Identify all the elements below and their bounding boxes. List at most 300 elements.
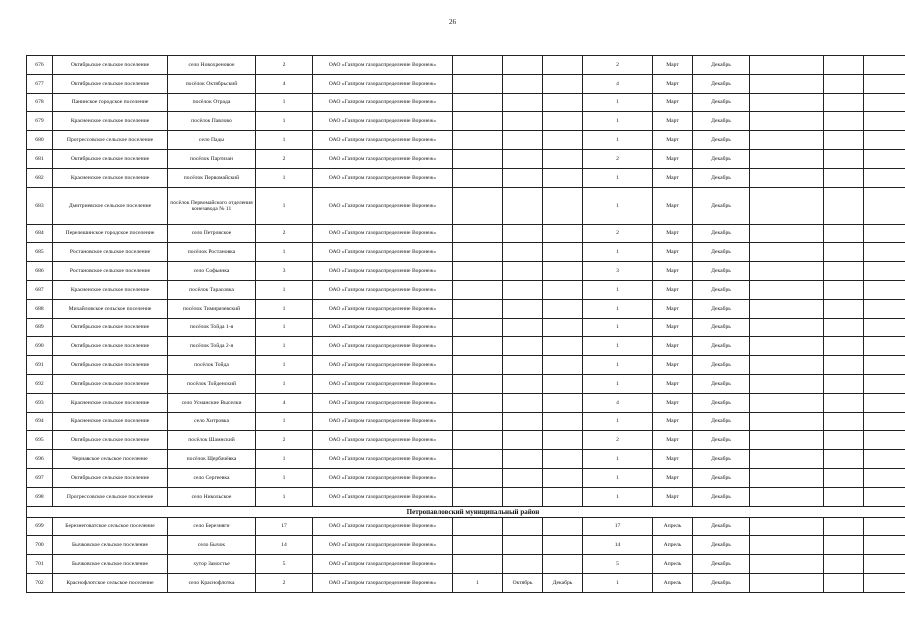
locality-cell: посёлок Ростановка [168, 243, 256, 262]
row-number: 678 [27, 93, 53, 112]
empty-cell [750, 450, 824, 469]
row-number: 684 [27, 224, 53, 243]
count-cell: 5 [583, 555, 653, 574]
locality-cell: село Усманские Выселки [168, 393, 256, 412]
organization-cell: ОАО «Газпром газораспределение Воронеж» [313, 318, 453, 337]
empty-cell [750, 299, 824, 318]
empty-cell [824, 112, 864, 131]
settlement-cell: Октябрьское сельское поселение [53, 74, 168, 93]
extra-start-cell [503, 393, 543, 412]
extra-quantity-cell: 1 [453, 573, 503, 592]
row-number: 681 [27, 149, 53, 168]
extra-start-cell [503, 487, 543, 506]
end-month-cell: Декабрь [693, 487, 750, 506]
row-number: 676 [27, 56, 53, 75]
organization-cell: ОАО «Газпром газораспределение Воронеж» [313, 280, 453, 299]
empty-cell [864, 56, 905, 75]
organization-cell: ОАО «Газпром газораспределение Воронеж» [313, 149, 453, 168]
empty-cell [864, 555, 905, 574]
empty-cell [864, 74, 905, 93]
locality-cell: посёлок Отрада [168, 93, 256, 112]
organization-cell: ОАО «Газпром газораспределение Воронеж» [313, 573, 453, 592]
start-month-cell: Март [653, 187, 693, 224]
row-number: 690 [27, 337, 53, 356]
locality-cell: хутор Замостье [168, 555, 256, 574]
extra-end-cell [543, 93, 583, 112]
settlement-cell: Красненское сельское поселение [53, 393, 168, 412]
quantity-cell: 14 [256, 536, 313, 555]
empty-cell [750, 74, 824, 93]
organization-cell: ОАО «Газпром газораспределение Воронеж» [313, 262, 453, 281]
table-row [27, 536, 905, 555]
empty-cell [864, 468, 905, 487]
empty-cell [864, 318, 905, 337]
end-month-cell: Декабрь [693, 393, 750, 412]
row-number: 701 [27, 555, 53, 574]
extra-quantity-cell [453, 74, 503, 93]
extra-quantity-cell [453, 149, 503, 168]
organization-cell: ОАО «Газпром газораспределение Воронеж» [313, 168, 453, 187]
settlement-cell: Октябрьское сельское поселение [53, 318, 168, 337]
table-row [27, 187, 905, 224]
start-month-cell: Апрель [653, 555, 693, 574]
organization-cell: ОАО «Газпром газораспределение Воронеж» [313, 112, 453, 131]
end-month-cell: Декабрь [693, 93, 750, 112]
extra-quantity-cell [453, 187, 503, 224]
empty-cell [750, 468, 824, 487]
empty-cell [864, 262, 905, 281]
extra-end-cell [543, 187, 583, 224]
extra-start-cell [503, 450, 543, 469]
count-cell: 1 [583, 187, 653, 224]
table-row [27, 299, 905, 318]
quantity-cell: 2 [256, 431, 313, 450]
count-cell: 1 [583, 468, 653, 487]
end-month-cell: Декабрь [693, 431, 750, 450]
extra-end-cell [543, 412, 583, 431]
extra-start-cell [503, 56, 543, 75]
quantity-cell: 3 [256, 262, 313, 281]
table-row [27, 517, 905, 536]
extra-quantity-cell [453, 56, 503, 75]
organization-cell: ОАО «Газпром газораспределение Воронеж» [313, 450, 453, 469]
extra-quantity-cell [453, 224, 503, 243]
empty-cell [824, 74, 864, 93]
empty-cell [750, 412, 824, 431]
end-month-cell: Декабрь [693, 187, 750, 224]
row-number: 693 [27, 393, 53, 412]
locality-cell: посёлок Тойденский [168, 374, 256, 393]
extra-end-cell [543, 112, 583, 131]
gasification-table [26, 55, 905, 593]
start-month-cell: Март [653, 280, 693, 299]
locality-cell: посёлок Тойда [168, 356, 256, 375]
locality-cell: село Березняги [168, 517, 256, 536]
settlement-cell: Красненское сельское поселение [53, 112, 168, 131]
extra-end-cell [543, 393, 583, 412]
quantity-cell: 1 [256, 243, 313, 262]
locality-cell: посёлок Шамнский [168, 431, 256, 450]
start-month-cell: Март [653, 374, 693, 393]
organization-cell: ОАО «Газпром газораспределение Воронеж» [313, 487, 453, 506]
extra-quantity-cell [453, 374, 503, 393]
extra-start-cell [503, 131, 543, 150]
organization-cell: ОАО «Газпром газораспределение Воронеж» [313, 224, 453, 243]
empty-cell [824, 280, 864, 299]
quantity-cell: 4 [256, 74, 313, 93]
extra-end-cell [543, 517, 583, 536]
empty-cell [824, 393, 864, 412]
quantity-cell: 1 [256, 374, 313, 393]
locality-cell: посёлок Тимирязевский [168, 299, 256, 318]
organization-cell: ОАО «Газпром газораспределение Воронеж» [313, 74, 453, 93]
end-month-cell: Декабрь [693, 468, 750, 487]
empty-cell [750, 187, 824, 224]
settlement-cell: Бычковское сельское поселение [53, 536, 168, 555]
locality-cell: село Бычок [168, 536, 256, 555]
empty-cell [824, 262, 864, 281]
table-row [27, 573, 905, 592]
empty-cell [824, 93, 864, 112]
empty-cell [824, 468, 864, 487]
extra-quantity-cell [453, 131, 503, 150]
extra-end-cell [543, 243, 583, 262]
quantity-cell: 1 [256, 468, 313, 487]
extra-start-cell [503, 468, 543, 487]
extra-quantity-cell [453, 487, 503, 506]
end-month-cell: Декабрь [693, 168, 750, 187]
row-number: 698 [27, 487, 53, 506]
start-month-cell: Март [653, 149, 693, 168]
extra-start-cell [503, 224, 543, 243]
settlement-cell: Перелешинское городское поселение [53, 224, 168, 243]
quantity-cell: 1 [256, 187, 313, 224]
extra-quantity-cell [453, 280, 503, 299]
quantity-cell: 1 [256, 356, 313, 375]
settlement-cell: Октябрьское сельское поселение [53, 468, 168, 487]
end-month-cell: Декабрь [693, 555, 750, 574]
quantity-cell: 2 [256, 56, 313, 75]
empty-cell [824, 224, 864, 243]
empty-cell [824, 318, 864, 337]
row-number: 685 [27, 243, 53, 262]
extra-start-cell [503, 74, 543, 93]
extra-end-cell [543, 224, 583, 243]
empty-cell [864, 299, 905, 318]
empty-cell [750, 374, 824, 393]
start-month-cell: Март [653, 468, 693, 487]
empty-cell [864, 573, 905, 592]
locality-cell: посёлок Щербачёвка [168, 450, 256, 469]
extra-quantity-cell [453, 243, 503, 262]
settlement-cell: Красненское сельское поселение [53, 168, 168, 187]
locality-cell: село Пады [168, 131, 256, 150]
page-number: 26 [449, 18, 456, 26]
start-month-cell: Март [653, 262, 693, 281]
table-row [27, 356, 905, 375]
quantity-cell: 1 [256, 487, 313, 506]
extra-end-cell [543, 299, 583, 318]
organization-cell: ОАО «Газпром газораспределение Воронеж» [313, 337, 453, 356]
table-row [27, 224, 905, 243]
table-row [27, 243, 905, 262]
empty-cell [864, 243, 905, 262]
count-cell: 1 [583, 573, 653, 592]
locality-cell: посёлок Октябрьский [168, 74, 256, 93]
empty-cell [750, 393, 824, 412]
table-row [27, 468, 905, 487]
extra-end-cell [543, 374, 583, 393]
table-row [27, 431, 905, 450]
end-month-cell: Декабрь [693, 318, 750, 337]
end-month-cell: Декабрь [693, 337, 750, 356]
start-month-cell: Март [653, 168, 693, 187]
table-row [27, 450, 905, 469]
organization-cell: ОАО «Газпром газораспределение Воронеж» [313, 243, 453, 262]
empty-cell [864, 168, 905, 187]
extra-end-cell [543, 131, 583, 150]
quantity-cell: 1 [256, 112, 313, 131]
table-row [27, 93, 905, 112]
row-number: 683 [27, 187, 53, 224]
extra-quantity-cell [453, 468, 503, 487]
empty-cell [824, 337, 864, 356]
extra-end-cell [543, 468, 583, 487]
empty-cell [864, 93, 905, 112]
empty-cell [824, 536, 864, 555]
extra-end-cell [543, 74, 583, 93]
extra-start-cell [503, 112, 543, 131]
organization-cell: ОАО «Газпром газораспределение Воронеж» [313, 393, 453, 412]
table-row [27, 412, 905, 431]
count-cell: 2 [583, 431, 653, 450]
settlement-cell: Октябрьское сельское поселение [53, 337, 168, 356]
empty-cell [750, 224, 824, 243]
end-month-cell: Декабрь [693, 517, 750, 536]
settlement-cell: Красненское сельское поселение [53, 412, 168, 431]
settlement-cell: Прогрессовское сельское поселение [53, 131, 168, 150]
empty-cell [864, 487, 905, 506]
end-month-cell: Декабрь [693, 299, 750, 318]
extra-quantity-cell [453, 337, 503, 356]
extra-start-cell [503, 374, 543, 393]
empty-cell [864, 337, 905, 356]
organization-cell: ОАО «Газпром газораспределение Воронеж» [313, 93, 453, 112]
count-cell: 1 [583, 131, 653, 150]
count-cell: 1 [583, 299, 653, 318]
organization-cell: ОАО «Газпром газораспределение Воронеж» [313, 412, 453, 431]
end-month-cell: Декабрь [693, 450, 750, 469]
quantity-cell: 17 [256, 517, 313, 536]
organization-cell: ОАО «Газпром газораспределение Воронеж» [313, 356, 453, 375]
quantity-cell: 1 [256, 131, 313, 150]
organization-cell: ОАО «Газпром газораспределение Воронеж» [313, 131, 453, 150]
quantity-cell: 1 [256, 318, 313, 337]
section-title: Петропавловский муниципальный район [27, 506, 905, 517]
start-month-cell: Март [653, 487, 693, 506]
settlement-cell: Октябрьское сельское поселение [53, 149, 168, 168]
extra-end-cell [543, 149, 583, 168]
locality-cell: село Петровское [168, 224, 256, 243]
table-row [27, 149, 905, 168]
empty-cell [824, 187, 864, 224]
extra-start-cell [503, 149, 543, 168]
start-month-cell: Март [653, 112, 693, 131]
empty-cell [864, 450, 905, 469]
extra-start-cell [503, 517, 543, 536]
extra-start-cell [503, 555, 543, 574]
row-number: 695 [27, 431, 53, 450]
row-number: 687 [27, 280, 53, 299]
count-cell: 1 [583, 280, 653, 299]
quantity-cell: 2 [256, 149, 313, 168]
empty-cell [750, 431, 824, 450]
settlement-cell: Октябрьское сельское поселение [53, 374, 168, 393]
extra-quantity-cell [453, 112, 503, 131]
start-month-cell: Март [653, 131, 693, 150]
extra-end-cell [543, 356, 583, 375]
row-number: 700 [27, 536, 53, 555]
empty-cell [864, 517, 905, 536]
count-cell: 1 [583, 168, 653, 187]
count-cell: 1 [583, 318, 653, 337]
table-row [27, 487, 905, 506]
empty-cell [824, 131, 864, 150]
empty-cell [824, 517, 864, 536]
start-month-cell: Март [653, 243, 693, 262]
organization-cell: ОАО «Газпром газораспределение Воронеж» [313, 555, 453, 574]
settlement-cell: Прогрессовское сельское поселение [53, 487, 168, 506]
count-cell: 2 [583, 149, 653, 168]
extra-end-cell [543, 450, 583, 469]
extra-end-cell [543, 168, 583, 187]
row-number: 694 [27, 412, 53, 431]
quantity-cell: 1 [256, 280, 313, 299]
extra-end-cell [543, 318, 583, 337]
count-cell: 1 [583, 356, 653, 375]
extra-quantity-cell [453, 93, 503, 112]
quantity-cell: 1 [256, 299, 313, 318]
row-number: 686 [27, 262, 53, 281]
empty-cell [750, 262, 824, 281]
extra-quantity-cell [453, 536, 503, 555]
count-cell: 17 [583, 517, 653, 536]
extra-start-cell [503, 431, 543, 450]
locality-cell: посёлок Первомайский [168, 168, 256, 187]
empty-cell [864, 187, 905, 224]
empty-cell [750, 168, 824, 187]
table-row [27, 131, 905, 150]
count-cell: 3 [583, 262, 653, 281]
count-cell: 2 [583, 224, 653, 243]
count-cell: 1 [583, 374, 653, 393]
locality-cell: посёлок Тойда 2-я [168, 337, 256, 356]
organization-cell: ОАО «Газпром газораспределение Воронеж» [313, 536, 453, 555]
settlement-cell: Ростановское сельское поселение [53, 243, 168, 262]
extra-end-cell [543, 555, 583, 574]
table-row [27, 112, 905, 131]
organization-cell: ОАО «Газпром газораспределение Воронеж» [313, 517, 453, 536]
extra-start-cell: Октябрь [503, 573, 543, 592]
empty-cell [824, 450, 864, 469]
extra-start-cell [503, 356, 543, 375]
settlement-cell: Панинское городское поселение [53, 93, 168, 112]
extra-end-cell [543, 536, 583, 555]
end-month-cell: Декабрь [693, 112, 750, 131]
table-row [27, 74, 905, 93]
end-month-cell: Декабрь [693, 224, 750, 243]
extra-quantity-cell [453, 356, 503, 375]
table-row [27, 168, 905, 187]
table-row [27, 337, 905, 356]
locality-cell: посёлок Партизан [168, 149, 256, 168]
empty-cell [750, 536, 824, 555]
empty-cell [824, 431, 864, 450]
start-month-cell: Март [653, 318, 693, 337]
settlement-cell: Ростановское сельское поселение [53, 262, 168, 281]
settlement-cell: Красненское сельское поселение [53, 280, 168, 299]
start-month-cell: Апрель [653, 536, 693, 555]
end-month-cell: Декабрь [693, 412, 750, 431]
locality-cell: село Краснофлотка [168, 573, 256, 592]
extra-end-cell: Декабрь [543, 573, 583, 592]
table-row [27, 555, 905, 574]
quantity-cell: 2 [256, 573, 313, 592]
extra-quantity-cell [453, 517, 503, 536]
extra-quantity-cell [453, 299, 503, 318]
extra-start-cell [503, 280, 543, 299]
empty-cell [750, 487, 824, 506]
table-row [27, 56, 905, 75]
start-month-cell: Март [653, 356, 693, 375]
empty-cell [864, 224, 905, 243]
empty-cell [750, 573, 824, 592]
settlement-cell: Октябрьское сельское поселение [53, 356, 168, 375]
quantity-cell: 1 [256, 412, 313, 431]
end-month-cell: Декабрь [693, 243, 750, 262]
row-number: 682 [27, 168, 53, 187]
extra-end-cell [543, 337, 583, 356]
empty-cell [824, 487, 864, 506]
row-number: 689 [27, 318, 53, 337]
locality-cell: село Сергеевка [168, 468, 256, 487]
extra-start-cell [503, 187, 543, 224]
start-month-cell: Апрель [653, 573, 693, 592]
settlement-cell: Березнеговатское сельское поселение [53, 517, 168, 536]
locality-cell: село Никольское [168, 487, 256, 506]
quantity-cell: 1 [256, 93, 313, 112]
row-number: 699 [27, 517, 53, 536]
organization-cell: ОАО «Газпром газораспределение Воронеж» [313, 431, 453, 450]
table-row [27, 374, 905, 393]
table-row [27, 393, 905, 412]
locality-cell: село Новохреновое [168, 56, 256, 75]
empty-cell [750, 149, 824, 168]
start-month-cell: Март [653, 337, 693, 356]
organization-cell: ОАО «Газпром газораспределение Воронеж» [313, 56, 453, 75]
row-number: 680 [27, 131, 53, 150]
extra-start-cell [503, 318, 543, 337]
extra-quantity-cell [453, 262, 503, 281]
empty-cell [864, 112, 905, 131]
table-row [27, 318, 905, 337]
row-number: 677 [27, 74, 53, 93]
empty-cell [824, 168, 864, 187]
empty-cell [750, 555, 824, 574]
extra-quantity-cell [453, 431, 503, 450]
settlement-cell: Октябрьское сельское поселение [53, 56, 168, 75]
end-month-cell: Декабрь [693, 374, 750, 393]
